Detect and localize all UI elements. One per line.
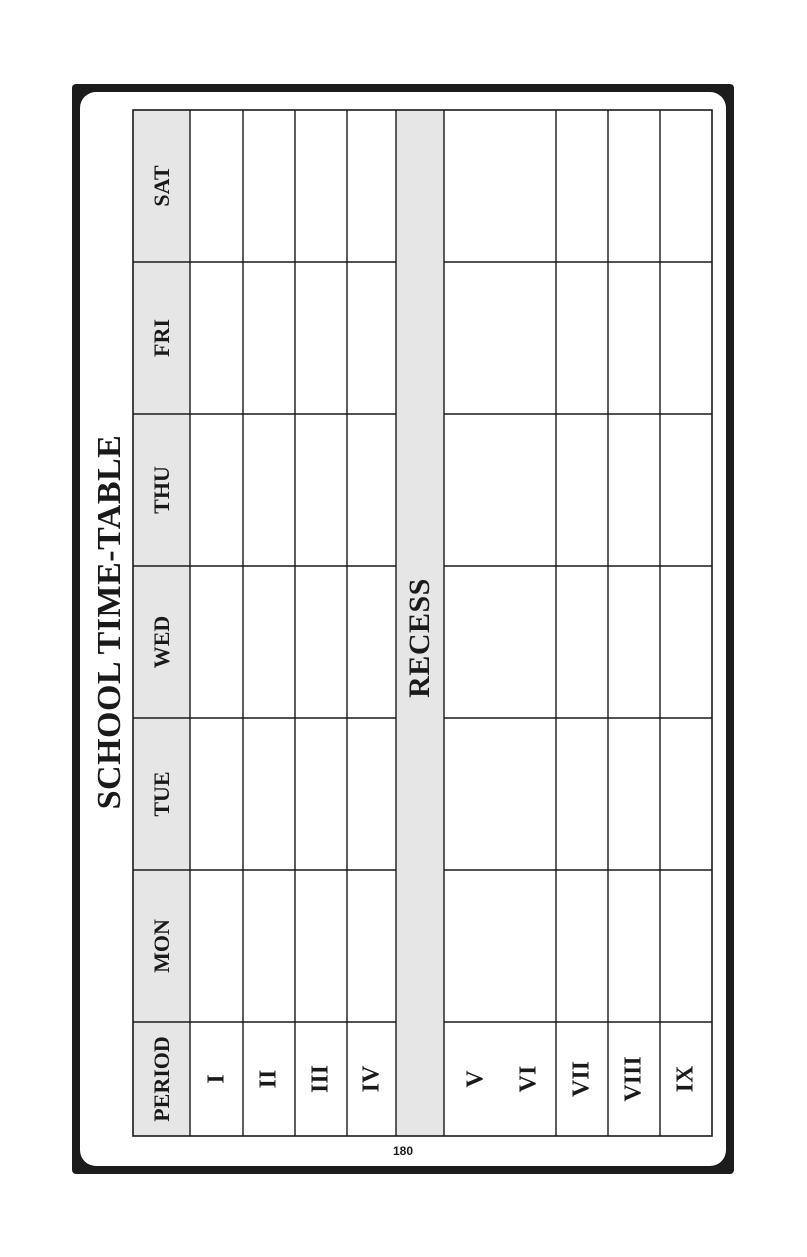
recess-label: RECESS	[403, 578, 436, 698]
header-label-sat: SAT	[149, 165, 174, 207]
period-label: IV	[358, 1065, 385, 1093]
period-label: III	[307, 1064, 334, 1094]
period-label: I	[203, 1074, 230, 1084]
period-label: VIII	[620, 1056, 647, 1102]
header-label-period: PERIOD	[149, 1036, 174, 1122]
period-label: VI	[515, 1065, 542, 1093]
header-label-thu: THU	[149, 466, 174, 514]
period-label: VII	[568, 1060, 595, 1098]
page-number: 180	[392, 1144, 414, 1158]
timetable-title: SCHOOL TIME-TABLE	[91, 434, 128, 810]
period-label: IX	[672, 1065, 699, 1093]
header-label-mon: MON	[149, 919, 174, 973]
period-label: V	[462, 1070, 489, 1088]
header-label-tue: TUE	[149, 771, 174, 817]
header-label-wed: WED	[149, 615, 174, 669]
period-label: II	[255, 1069, 282, 1089]
header-label-fri: FRI	[149, 319, 174, 357]
